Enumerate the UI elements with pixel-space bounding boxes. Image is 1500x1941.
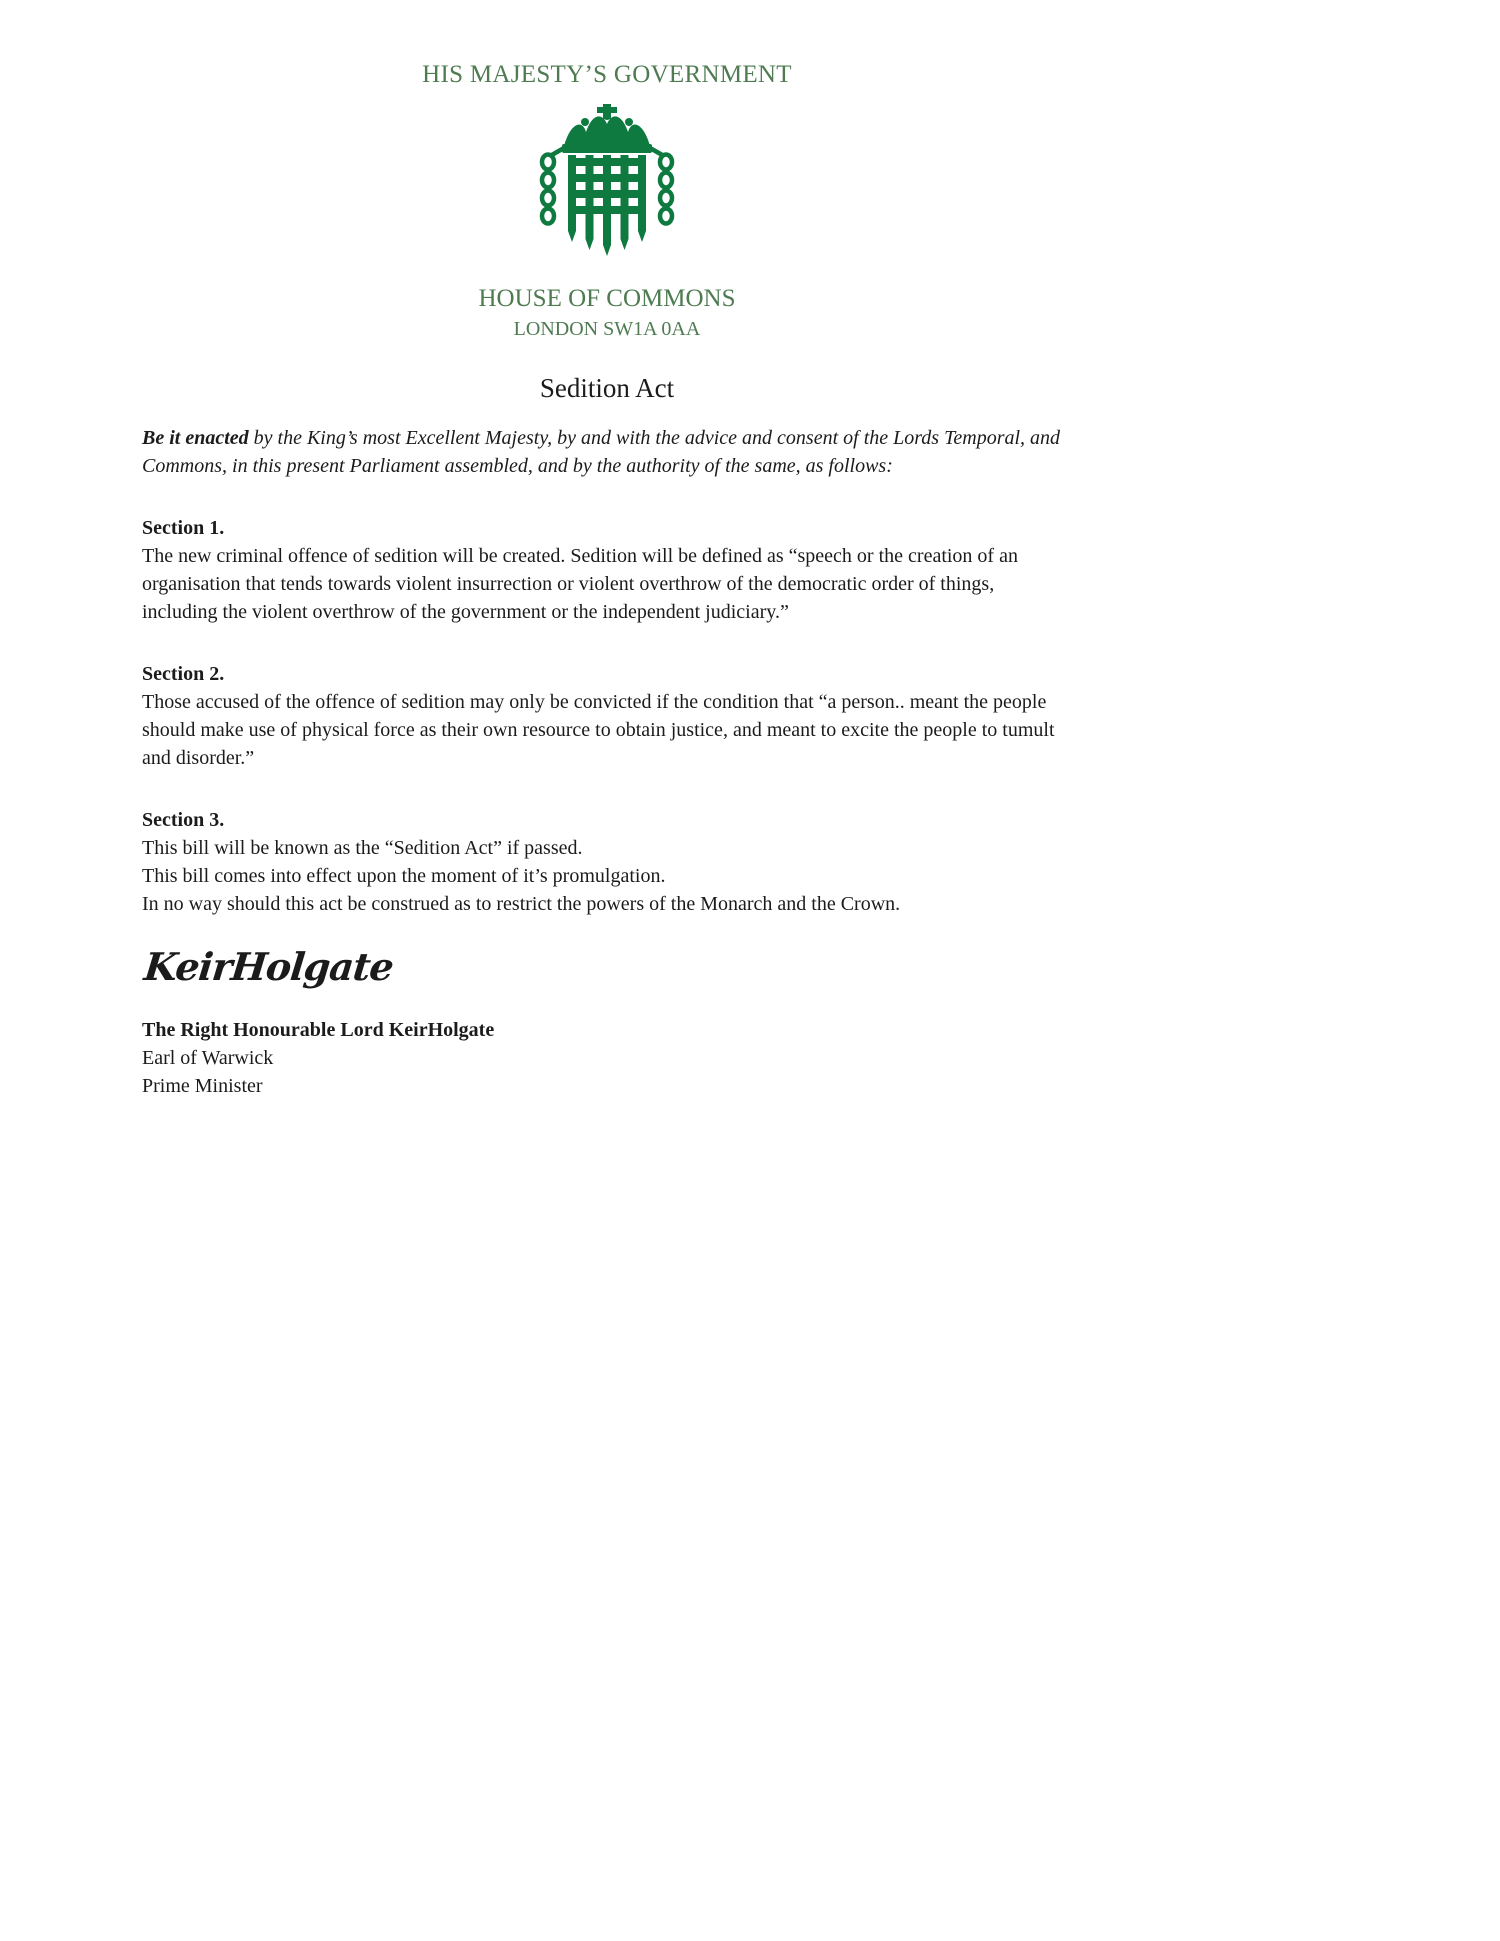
section-1-body: The new criminal offence of sedition will be created. Sedition will be defined as “speech or the creation of an organisation that tends towards violent insurrection or violent overthrow of the democratic order of things, including the violent overthrow of the government or the independent judiciary.” xyxy=(142,545,1018,623)
address-line: LONDON SW1A 0AA xyxy=(513,318,701,340)
section-2-heading: Section 2. xyxy=(142,663,225,685)
section-2-body: Those accused of the offence of sedition may only be convicted if the condition that “a person.. meant the people should make use of physical force as their own resource to obtain justice, and meant to excite the people to tumult and disorder.” xyxy=(142,691,1055,769)
section-1-heading: Section 1. xyxy=(142,517,225,539)
section-1 xyxy=(142,514,1072,626)
section-3-line-2: This bill comes into effect upon the moment of it’s promulgation. xyxy=(142,865,666,887)
document-content xyxy=(142,0,1072,1100)
section-3-line-1: This bill will be known as the “Sedition Act” if passed. xyxy=(142,837,583,859)
enacting-lead-in: Be it enacted xyxy=(142,427,249,449)
document-title: Sedition Act xyxy=(539,373,675,403)
signatory-title-pm: Prime Minister xyxy=(142,1075,263,1097)
portcullis-crown-icon xyxy=(532,104,682,272)
enacting-clause xyxy=(142,424,1072,480)
house-of-commons-title: HOUSE OF COMMONS xyxy=(478,285,736,312)
section-3-line-3: In no way should this act be construed as to restrict the powers of the Monarch and the Crown. xyxy=(142,893,901,915)
government-header: HIS MAJESTY’S GOVERNMENT xyxy=(422,61,792,88)
signature-script: KeirHolgate xyxy=(142,944,396,989)
signatory-title-earl: Earl of Warwick xyxy=(142,1047,274,1069)
signatory-block xyxy=(142,1016,1072,1100)
section-3 xyxy=(142,806,1072,918)
signatory-name: The Right Honourable Lord KeirHolgate xyxy=(142,1019,495,1041)
section-3-heading: Section 3. xyxy=(142,809,225,831)
enacting-text: by the King’s most Excellent Majesty, by and with the advice and consent of the Lords Temporal, and Commons, in this present Parliament assembled, and by the authority of the same, as follows: xyxy=(142,427,1061,477)
section-2 xyxy=(142,660,1072,772)
house-of-commons-logo xyxy=(142,104,1072,280)
